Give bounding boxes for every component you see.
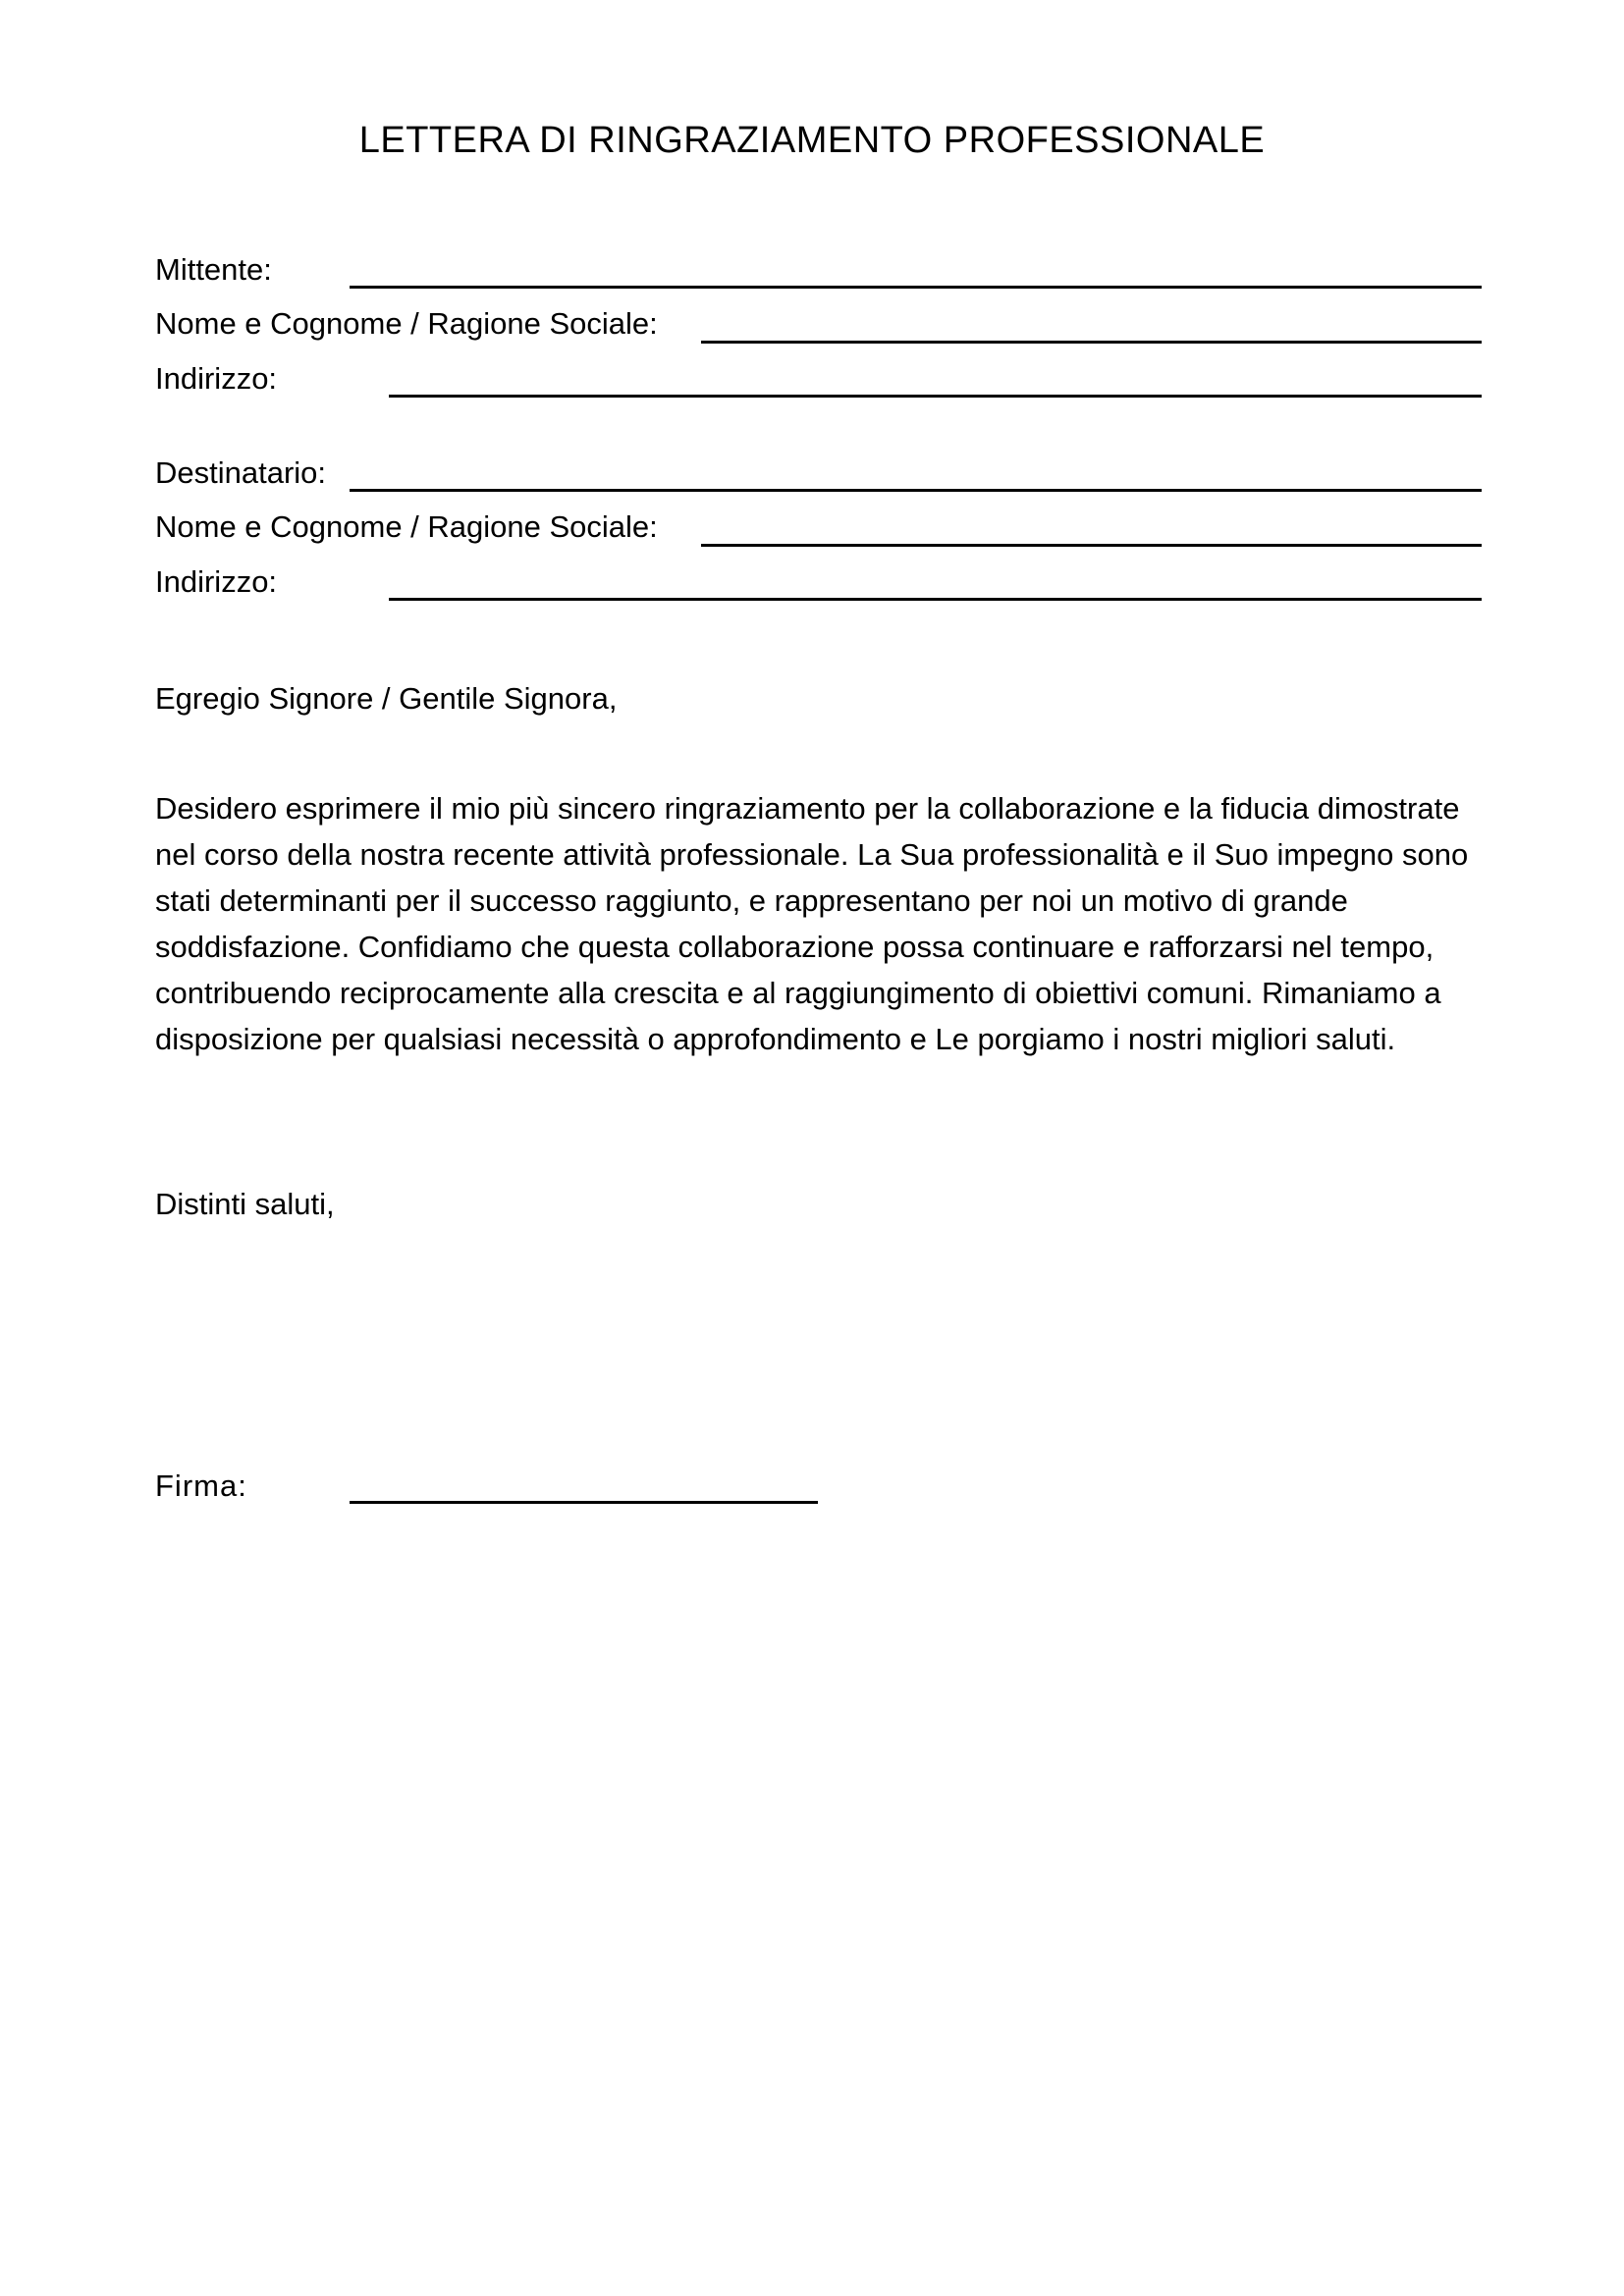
salutation: Egregio Signore / Gentile Signora, xyxy=(155,681,618,716)
body-line: disposizione per qualsiasi necessità o approfondimento e Le porgiamo i nostri migliori saluti. xyxy=(155,1022,1396,1056)
body-line: nel corso della nostra recente attività professionale. La Sua professionalità e il Suo impegno sono xyxy=(155,837,1469,872)
recipient-name-field[interactable] xyxy=(701,544,1482,547)
body-line: stati determinanti per il successo raggiunto, e rappresentano per noi un motivo di grande xyxy=(155,883,1348,918)
sender-label: Mittente: xyxy=(155,252,272,287)
body-line: soddisfazione. Confidiamo che questa collaborazione possa continuare e rafforzarsi nel tempo, xyxy=(155,930,1435,964)
recipient-label: Destinatario: xyxy=(155,455,327,490)
signature-label: Firma: xyxy=(155,1468,247,1503)
sender-name-label: Nome e Cognome / Ragione Sociale: xyxy=(155,306,658,341)
closing: Distinti saluti, xyxy=(155,1187,335,1221)
sender-field[interactable] xyxy=(350,286,1482,289)
sender-address-field[interactable] xyxy=(389,395,1482,398)
document-title: LETTERA DI RINGRAZIAMENTO PROFESSIONALE xyxy=(358,120,1266,161)
recipient-address-field[interactable] xyxy=(389,598,1482,601)
sender-address-label: Indirizzo: xyxy=(155,361,278,396)
body-line: contribuendo reciprocamente alla crescita e al raggiungimento di obiettivi comuni. Rimaniamo a xyxy=(155,976,1441,1010)
sender-name-field[interactable] xyxy=(701,341,1482,344)
signature-field[interactable] xyxy=(350,1501,818,1504)
recipient-address-label: Indirizzo: xyxy=(155,564,278,599)
recipient-name-label: Nome e Cognome / Ragione Sociale: xyxy=(155,509,658,544)
recipient-field[interactable] xyxy=(350,489,1482,492)
body-line: Desidero esprimere il mio più sincero ringraziamento per la collaborazione e la fiducia dimostrate xyxy=(155,791,1460,826)
letter-body xyxy=(155,785,1490,1062)
